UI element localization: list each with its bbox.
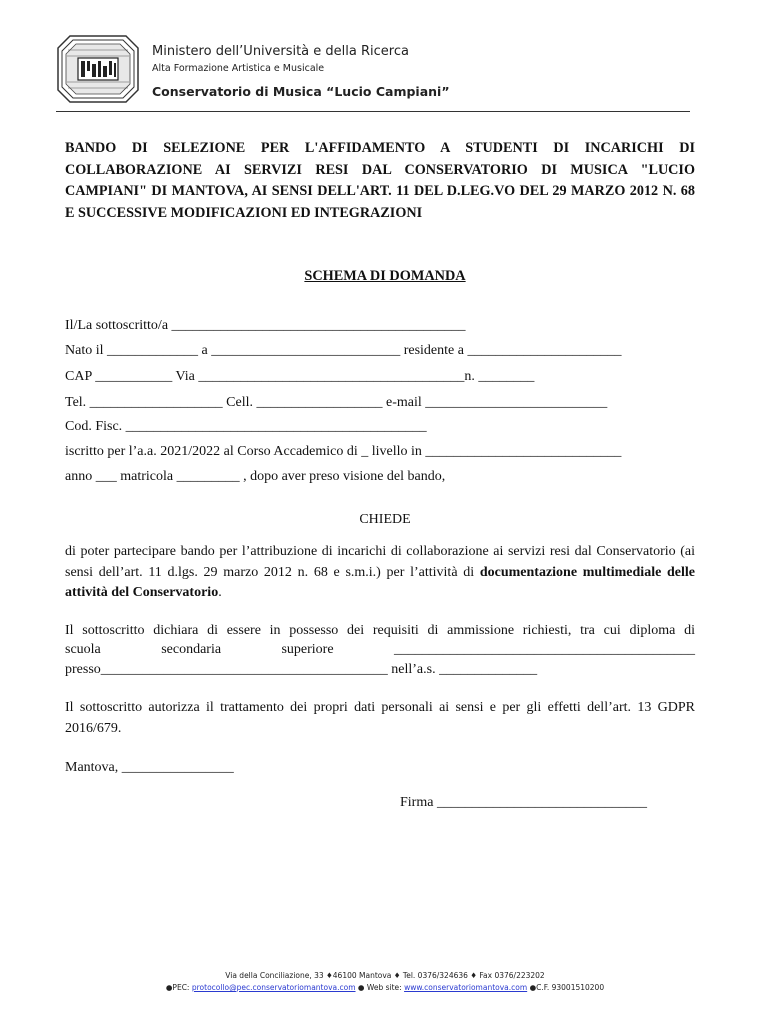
form-line-year: anno ___ matricola _________ , dopo aver preso visione del bando, [65, 469, 446, 484]
request-end: . [218, 585, 222, 600]
declaration-line-3: presso_________________________________________ nell’a.s. ______________ [65, 662, 538, 677]
request-text: di poter partecipare bando per l’attribuzione di incarichi di collaborazione ai servizi resi dal Conservatorio (ai sensi dell’art. 11 d.lgs. 29 marzo 2012 n. 68 e s.m.i.) per l’attività di [65, 544, 695, 580]
form-line-fiscal-code: Cod. Fisc. ___________________________________________ [65, 419, 427, 434]
form-line-contacts: Tel. ___________________ Cell. __________________ e-mail __________________________ [65, 395, 608, 410]
pec-link[interactable]: protocollo@pec.conservatoriomantova.com [191, 983, 356, 992]
word-scuola: scuola [65, 642, 101, 657]
word-superiore: superiore [281, 642, 334, 657]
place-date-line: Mantova, ________________ [65, 760, 234, 775]
pec-label: ●PEC: [165, 983, 190, 992]
document-title: BANDO DI SELEZIONE PER L'AFFIDAMENTO A STUDENTI DI INCARICHI DI COLLABORAZIONE AI SERVIZI RESI DAL CONSERVATORIO DI MUSICA "LUCIO CAMPIANI" DI MANTOVA, AI SENSI DELL'ART. 11 DEL D.LEG.VO DEL 29 MARZO 2012 N. 68 E SUCCESSIVE MODIFICAZIONI ED INTEGRAZIONI [65, 140, 695, 221]
declaration-line-1: Il sottoscritto dichiara di essere in possesso dei requisiti di ammissione richiesti, tra cui diploma di [65, 623, 695, 638]
tax-code: ●C.F. 93001510200 [529, 983, 605, 992]
diploma-blank: ___________________________________________ [393, 642, 695, 657]
request-paragraph [65, 542, 695, 604]
schema-title: SCHEMA DI DOMANDA [304, 268, 466, 284]
form-line-name: Il/La sottoscritto/a __________________________________________ [65, 318, 466, 333]
website-link[interactable]: www.conservatoriomantova.com [404, 983, 528, 992]
ministry-name: Ministero dell’Università e della Ricerca [152, 44, 409, 59]
request-activity: documentazione multimediale delle attività del Conservatorio [65, 564, 695, 600]
declaration-line-2 [65, 642, 695, 658]
form-line-enrollment: iscritto per l’a.a. 2021/2022 al Corso Accademico di _ livello in ____________________________ [65, 444, 622, 459]
privacy-paragraph: Il sottoscritto autorizza il trattamento dei propri dati personali ai sensi e per gli effetti dell’art. 13 GDPR 2016/679. [65, 700, 695, 736]
form-line-address: CAP ___________ Via ______________________________________n. ________ [65, 369, 535, 384]
request-heading: CHIEDE [359, 512, 411, 527]
footer-address: Via della Conciliazione, 33 ♦46100 Mantova ♦ Tel. 0376/324636 ♦ Fax 0376/223202 [225, 971, 545, 980]
conservatory-emblem-icon [56, 34, 140, 104]
signature-line: Firma ______________________________ [400, 795, 647, 810]
header-divider [56, 111, 690, 112]
web-label: ● Web site: [357, 983, 402, 992]
form-line-birth: Nato il _____________ a ___________________________ residente a ______________________ [65, 343, 622, 358]
institution-name: Conservatorio di Musica “Lucio Campiani” [152, 84, 450, 99]
afam-subtitle: Alta Formazione Artistica e Musicale [152, 63, 325, 74]
word-secondaria: secondaria [161, 642, 222, 657]
footer-contacts [0, 983, 770, 992]
